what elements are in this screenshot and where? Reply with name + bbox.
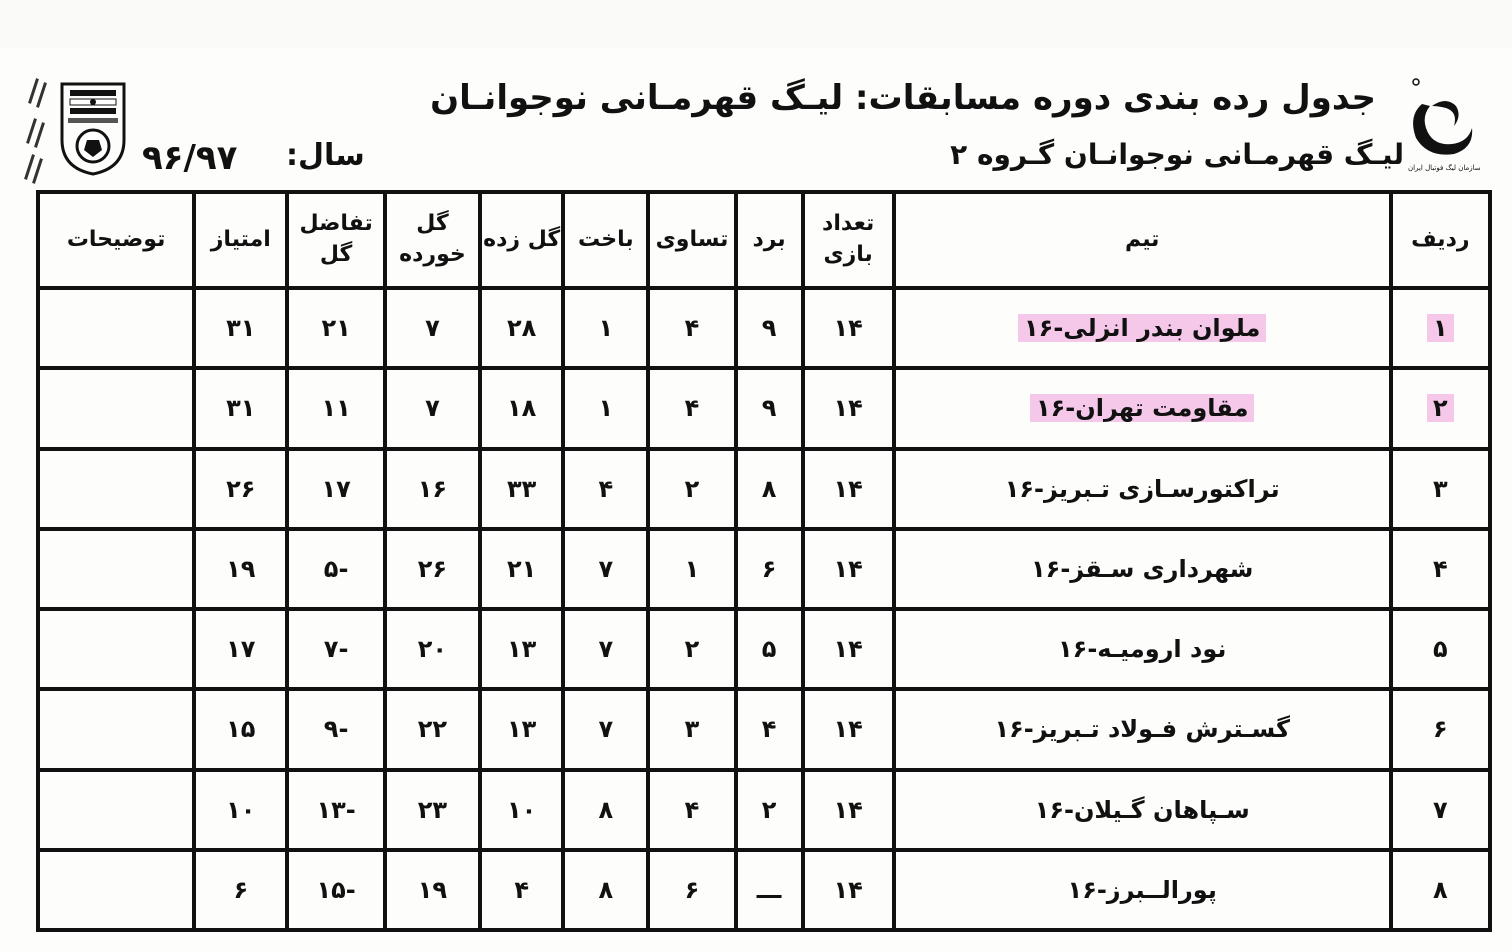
played-cell (801, 531, 892, 611)
won-text: ۲ (761, 795, 777, 824)
goals-for-cell (478, 370, 561, 450)
goal-difference-text: -۱۳ (316, 795, 356, 824)
rank-text: ۷ (1432, 795, 1448, 824)
drawn-cell (646, 290, 733, 370)
col-header-lost: باخت (561, 194, 646, 290)
goals-for-cell (478, 772, 561, 852)
goals-for-text: ۱۳ (507, 715, 537, 744)
played-cell (801, 772, 892, 852)
drawn-text: ۳ (684, 715, 700, 744)
team-text: نود ارومیـه-۱۶ (1058, 635, 1227, 664)
played-text: ۱۴ (833, 875, 863, 904)
goals-against-text: ۲۲ (417, 715, 448, 744)
drawn-cell (646, 531, 733, 611)
goals-against-text: ۱۹ (417, 875, 448, 904)
page-subtitle: لیـگ قهرمـانی نوجوانـان گـروه ۲ (950, 138, 1404, 171)
rank-text: ۵ (1432, 635, 1448, 664)
notes-cell (40, 531, 192, 611)
goals-for-cell (478, 531, 561, 611)
rank-text: ۱ (1427, 314, 1454, 342)
goals-against-cell (383, 611, 478, 691)
team-text: سـپاهان گـیلان-۱۶ (1034, 795, 1250, 824)
goals-against-cell (383, 531, 478, 611)
goals-for-cell (478, 691, 561, 771)
table-header-row (40, 194, 1488, 290)
team-cell (892, 370, 1389, 450)
won-text: ۹ (761, 314, 777, 343)
team-text: پورالــبرز-۱۶ (1067, 875, 1217, 904)
points-cell (192, 772, 285, 852)
goal-difference-cell (285, 691, 382, 771)
goal-difference-text: ۱۷ (321, 474, 351, 503)
goals-against-text: ۱۶ (417, 474, 448, 503)
goals-against-text: ۲۳ (417, 795, 448, 824)
drawn-cell (646, 772, 733, 852)
played-text: ۱۴ (833, 474, 863, 503)
table-row (40, 772, 1488, 852)
team-cell (892, 772, 1389, 852)
team-cell (892, 852, 1389, 928)
team-cell (892, 691, 1389, 771)
lost-cell (561, 370, 646, 450)
played-cell (801, 691, 892, 771)
won-cell (734, 691, 801, 771)
drawn-text: ۴ (684, 314, 700, 343)
goal-difference-text: -۹ (323, 715, 349, 744)
goal-difference-text: -۵ (323, 554, 349, 583)
lost-text: ۸ (598, 875, 614, 904)
points-text: ۶ (233, 875, 249, 904)
goals-against-text: ۲۰ (417, 635, 448, 664)
goals-for-text: ۳۳ (507, 474, 537, 503)
lost-cell (561, 852, 646, 928)
col-header-team: تیم (892, 194, 1389, 290)
table-row (40, 370, 1488, 450)
goals-for-text: ۱۸ (507, 394, 537, 423)
rank-text: ۴ (1432, 554, 1448, 583)
points-cell (192, 290, 285, 370)
notes-cell (40, 852, 192, 928)
goal-difference-cell (285, 370, 382, 450)
col-header-rank: ردیف (1389, 194, 1488, 290)
played-cell (801, 611, 892, 691)
points-cell (192, 531, 285, 611)
rank-text: ۶ (1432, 715, 1448, 744)
goals-for-text: ۲۸ (507, 314, 537, 343)
won-text: ـــ (756, 875, 782, 904)
played-cell (801, 370, 892, 450)
league-logo (1402, 76, 1482, 176)
col-header-played: تعداد بازی (801, 194, 892, 290)
rank-text: ۳ (1432, 474, 1448, 503)
table-row (40, 531, 1488, 611)
won-cell (734, 451, 801, 531)
lost-cell (561, 290, 646, 370)
col-header-goals-against: گل خورده (383, 194, 478, 290)
played-cell (801, 451, 892, 531)
table-row (40, 290, 1488, 370)
lost-cell (561, 451, 646, 531)
rank-cell (1389, 451, 1488, 531)
rank-cell (1389, 370, 1488, 450)
won-text: ۶ (761, 554, 777, 583)
team-text: گسـترش فـولاد تـبریز-۱۶ (994, 715, 1290, 744)
drawn-cell (646, 370, 733, 450)
staple-marks (28, 74, 54, 178)
played-text: ۱۴ (833, 314, 863, 343)
goals-against-cell (383, 370, 478, 450)
points-text: ۱۰ (226, 795, 256, 824)
points-text: ۳۱ (226, 394, 256, 423)
points-text: ۱۵ (226, 715, 256, 744)
rank-cell (1389, 531, 1488, 611)
played-cell (801, 290, 892, 370)
team-cell (892, 531, 1389, 611)
year-value: ۹۶/۹۷ (142, 138, 238, 178)
points-cell (192, 611, 285, 691)
goal-difference-cell (285, 290, 382, 370)
year-label: سال: (286, 138, 365, 173)
drawn-text: ۲ (684, 635, 700, 664)
goals-for-text: ۴ (514, 875, 529, 904)
team-cell (892, 611, 1389, 691)
goal-difference-text: ۱۱ (321, 394, 351, 423)
notes-cell (40, 451, 192, 531)
points-cell (192, 852, 285, 928)
lost-text: ۷ (598, 554, 614, 583)
notes-cell (40, 772, 192, 852)
won-cell (734, 290, 801, 370)
goals-against-cell (383, 290, 478, 370)
won-cell (734, 852, 801, 928)
goal-difference-text: ۲۱ (321, 314, 351, 343)
points-text: ۳۱ (226, 314, 256, 343)
table-row (40, 852, 1488, 928)
played-text: ۱۴ (833, 795, 863, 824)
goal-difference-cell (285, 852, 382, 928)
table-row (40, 451, 1488, 531)
rank-cell (1389, 772, 1488, 852)
notes-cell (40, 290, 192, 370)
team-text: ملوان بندر انزلی-۱۶ (1018, 314, 1266, 342)
drawn-text: ۲ (684, 474, 700, 503)
played-text: ۱۴ (833, 554, 863, 583)
rank-text: ۲ (1427, 394, 1454, 422)
rank-text: ۸ (1432, 875, 1448, 904)
lost-cell (561, 531, 646, 611)
goals-against-cell (383, 451, 478, 531)
won-text: ۵ (761, 635, 777, 664)
lost-text: ۸ (598, 795, 614, 824)
col-header-goals-for: گل زده (478, 194, 561, 290)
points-cell (192, 451, 285, 531)
lost-text: ۱ (598, 314, 614, 343)
notes-cell (40, 691, 192, 771)
goals-against-text: ۷ (425, 394, 440, 423)
lost-cell (561, 691, 646, 771)
page-title: جدول رده بندی دوره مسابقات: لیـگ قهرمـانی نوجوانـان (430, 78, 1376, 118)
drawn-cell (646, 852, 733, 928)
goals-for-cell (478, 852, 561, 928)
league-logo-caption: سازمان لیگ فوتبال ایران (1408, 164, 1481, 172)
won-cell (734, 531, 801, 611)
notes-cell (40, 370, 192, 450)
won-cell (734, 772, 801, 852)
won-cell (734, 370, 801, 450)
goals-for-cell (478, 451, 561, 531)
goals-against-text: ۷ (425, 314, 440, 343)
goals-against-cell (383, 691, 478, 771)
goals-against-text: ۲۶ (417, 554, 448, 583)
points-text: ۱۹ (226, 554, 256, 583)
goal-difference-cell (285, 531, 382, 611)
lost-text: ۷ (598, 715, 614, 744)
rank-cell (1389, 611, 1488, 691)
scan-margin (0, 0, 1512, 48)
goals-for-text: ۱۳ (507, 635, 537, 664)
team-text: شهرداری سـقز-۱۶ (1031, 554, 1254, 583)
drawn-text: ۴ (684, 394, 700, 423)
team-cell (892, 290, 1389, 370)
won-text: ۸ (761, 474, 777, 503)
goal-difference-cell (285, 451, 382, 531)
goals-for-text: ۲۱ (507, 554, 537, 583)
lost-text: ۷ (598, 635, 614, 664)
points-cell (192, 691, 285, 771)
rank-cell (1389, 290, 1488, 370)
goal-difference-text: -۷ (323, 635, 349, 664)
col-header-notes: توضیحات (40, 194, 192, 290)
played-text: ۱۴ (833, 635, 863, 664)
played-cell (801, 852, 892, 928)
played-text: ۱۴ (833, 715, 863, 744)
col-header-points: امتیاز (192, 194, 285, 290)
lost-cell (561, 611, 646, 691)
rank-cell (1389, 852, 1488, 928)
drawn-cell (646, 451, 733, 531)
drawn-cell (646, 691, 733, 771)
col-header-drawn: تساوی (646, 194, 733, 290)
table-row (40, 611, 1488, 691)
drawn-cell (646, 611, 733, 691)
lost-cell (561, 772, 646, 852)
points-cell (192, 370, 285, 450)
team-cell (892, 451, 1389, 531)
won-text: ۹ (761, 394, 777, 423)
table-row (40, 691, 1488, 771)
played-text: ۱۴ (833, 394, 863, 423)
col-header-won: برد (734, 194, 801, 290)
goals-for-text: ۱۰ (507, 795, 537, 824)
goal-difference-cell (285, 772, 382, 852)
won-cell (734, 611, 801, 691)
won-text: ۴ (761, 715, 777, 744)
lost-text: ۴ (598, 474, 614, 503)
goals-against-cell (383, 772, 478, 852)
goal-difference-text: -۱۵ (316, 875, 356, 904)
drawn-text: ۱ (684, 554, 700, 583)
drawn-text: ۴ (684, 795, 700, 824)
notes-cell (40, 611, 192, 691)
goals-for-cell (478, 611, 561, 691)
points-text: ۱۷ (226, 635, 256, 664)
standings-table (36, 190, 1492, 932)
rank-cell (1389, 691, 1488, 771)
drawn-text: ۶ (684, 875, 700, 904)
team-text: تراکتورسـازی تـبریز-۱۶ (1004, 474, 1280, 503)
team-text: مقاومت تهران-۱۶ (1030, 394, 1254, 422)
col-header-goal-difference: تفاضل گل (285, 194, 382, 290)
lost-text: ۱ (598, 394, 614, 423)
goal-difference-cell (285, 611, 382, 691)
goals-against-cell (383, 852, 478, 928)
points-text: ۲۶ (226, 474, 256, 503)
goals-for-cell (478, 290, 561, 370)
federation-logo (58, 80, 128, 176)
